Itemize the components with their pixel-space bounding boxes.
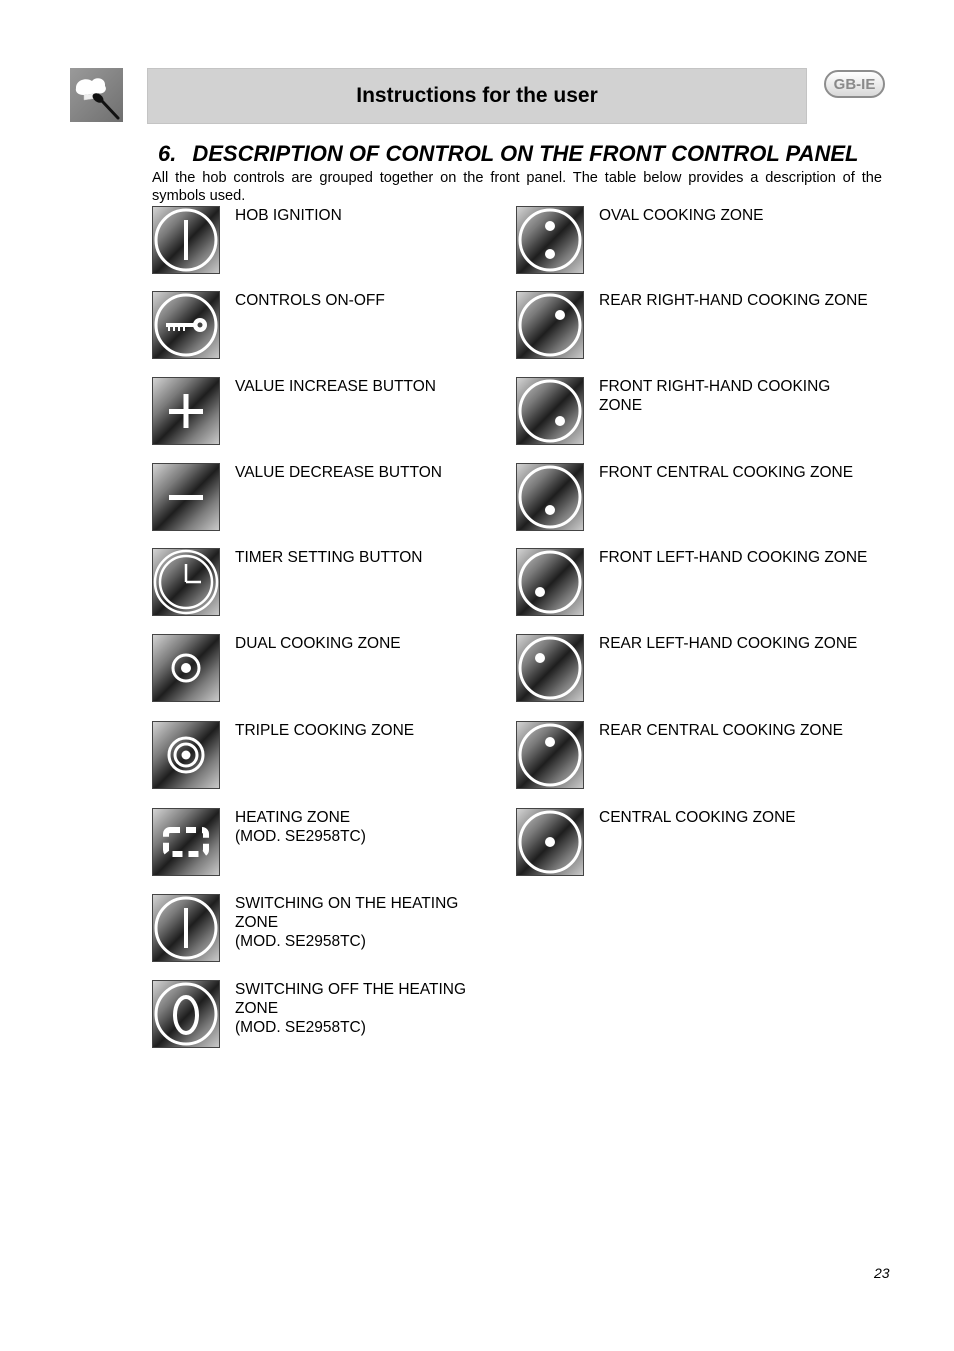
rear-right-zone-icon (516, 291, 584, 359)
page-number: 23 (874, 1265, 890, 1281)
hob-ignition-icon (152, 206, 220, 274)
symbol-label: TIMER SETTING BUTTON (235, 549, 423, 566)
front-central-zone-icon (516, 463, 584, 531)
minus-icon (152, 463, 220, 531)
symbol-label: VALUE DECREASE BUTTON (235, 464, 443, 481)
front-right-zone-icon (516, 377, 584, 445)
section-title (158, 141, 858, 167)
section-heading: DESCRIPTION OF CONTROL ON THE FRONT CONTROL PANEL (192, 141, 859, 166)
symbol-label: FRONT LEFT-HAND COOKING ZONE (599, 549, 868, 566)
rear-central-zone-icon (516, 721, 584, 789)
spoon-chef-hat-icon (70, 68, 123, 122)
heating-zone-icon (152, 808, 220, 876)
symbol-label: REAR CENTRAL COOKING ZONE (599, 722, 844, 739)
symbol-label: SWITCHING ON THE HEATING ZONE (MOD. SE2958TC) (235, 895, 459, 950)
symbol-label: CENTRAL COOKING ZONE (599, 809, 796, 826)
symbol-label: FRONT CENTRAL COOKING ZONE (599, 464, 854, 481)
key-icon (152, 291, 220, 359)
plus-icon (152, 377, 220, 445)
dual-zone-icon (152, 634, 220, 702)
symbol-label: TRIPLE COOKING ZONE (235, 722, 415, 739)
clock-icon (152, 548, 220, 616)
heating-on-icon (152, 894, 220, 962)
symbol-label: VALUE INCREASE BUTTON (235, 378, 436, 395)
symbol-label: REAR LEFT-HAND COOKING ZONE (599, 635, 858, 652)
intro-paragraph: All the hob controls are grouped together on the front panel. The table below provides a description of the symbols used. (152, 170, 882, 204)
symbol-label: DUAL COOKING ZONE (235, 635, 401, 652)
rear-left-zone-icon (516, 634, 584, 702)
front-left-zone-icon (516, 548, 584, 616)
section-number: 6. (158, 141, 177, 166)
triple-zone-icon (152, 721, 220, 789)
symbol-label: FRONT RIGHT-HAND COOKING ZONE (599, 378, 831, 414)
central-zone-icon (516, 808, 584, 876)
symbol-label: SWITCHING OFF THE HEATING ZONE (MOD. SE2958TC) (235, 981, 467, 1036)
symbol-label: HEATING ZONE (MOD. SE2958TC) (235, 809, 366, 845)
symbol-label: REAR RIGHT-HAND COOKING ZONE (599, 292, 868, 309)
symbol-label: OVAL COOKING ZONE (599, 207, 764, 224)
header-title: Instructions for the user (356, 84, 598, 107)
heating-off-icon (152, 980, 220, 1048)
language-badge: GB-IE (824, 70, 885, 98)
symbol-label: HOB IGNITION (235, 207, 342, 224)
symbol-label: CONTROLS ON-OFF (235, 292, 385, 309)
oval-zone-icon (516, 206, 584, 274)
header-bar (147, 68, 807, 124)
